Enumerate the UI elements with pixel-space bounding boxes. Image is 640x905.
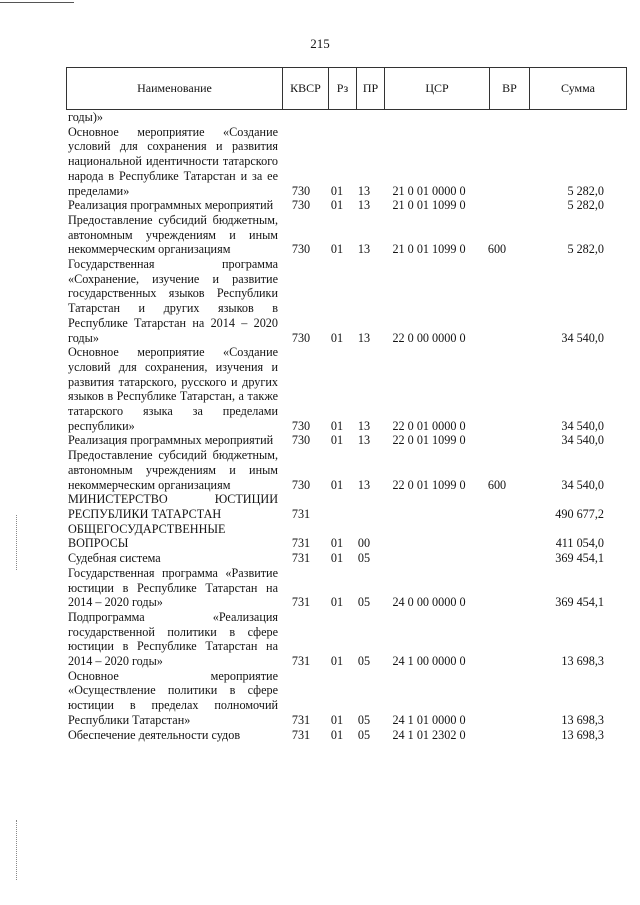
cell-kvsr: 730 [291, 433, 311, 448]
cell-name: Реализация программных мероприятий [68, 433, 274, 448]
table-row [66, 610, 627, 669]
cell-kvsr: 731 [291, 654, 311, 669]
cell-csr: 21 0 01 0000 0 [392, 183, 466, 198]
cell-rz: 01 [330, 551, 344, 566]
cell-kvsr: 730 [291, 330, 311, 345]
table-row [66, 257, 627, 345]
cell-pr: 00 [357, 536, 371, 551]
cell-kvsr: 730 [291, 198, 311, 213]
cell-pr: 13 [357, 418, 371, 433]
budget-table [66, 67, 627, 742]
cell-csr: 22 0 01 1099 0 [392, 477, 466, 492]
cell-pr: 13 [357, 477, 371, 492]
cell-sum: 369 454,1 [555, 551, 604, 566]
cell-csr: 22 0 01 0000 0 [392, 418, 466, 433]
header-csr: ЦСР [385, 68, 490, 109]
cell-name: Основное мероприятие «Создание условий для сохранения и развития национальной идентичности татарского народа в Республике Татарстан и за ее пределами» [68, 124, 278, 198]
cell-sum: 411 054,0 [555, 536, 604, 551]
cell-csr: 22 0 00 0000 0 [392, 330, 466, 345]
table-row [66, 433, 627, 448]
cell-rz: 01 [330, 536, 344, 551]
cell-kvsr: 730 [291, 183, 311, 198]
table-row [66, 551, 627, 566]
cell-rz: 01 [330, 654, 344, 669]
table-row [66, 492, 627, 521]
cell-vr: 600 [487, 477, 507, 492]
cell-name: Обеспечение деятельности судов [68, 727, 241, 742]
header-pr: ПР [357, 68, 385, 109]
cell-pr: 05 [357, 727, 371, 742]
cell-sum: 34 540,0 [561, 477, 604, 492]
cell-kvsr: 731 [291, 551, 311, 566]
cell-name: Государственная программа «Развитие юстиции в Республике Татарстан на 2014 – 2020 годы» [68, 565, 278, 610]
cell-pr: 05 [357, 551, 371, 566]
cell-csr: 24 0 00 0000 0 [392, 595, 466, 610]
cell-rz: 01 [330, 330, 344, 345]
cell-sum: 13 698,3 [561, 654, 604, 669]
table-row [66, 522, 627, 551]
table-row [66, 110, 627, 125]
page-number: 215 [310, 36, 330, 51]
table-header [66, 67, 627, 110]
cell-name: Предоставление субсидий бюджетным, автономным учреждениям и иным некоммерческим организациям [68, 448, 278, 492]
cell-kvsr: 730 [291, 418, 311, 433]
cell-name: Предоставление субсидий бюджетным, автономным учреждениям и иным некоммерческим организациям [68, 212, 278, 257]
top-rule [0, 2, 74, 3]
cell-sum: 34 540,0 [561, 418, 604, 433]
cell-pr: 13 [357, 198, 371, 213]
cell-pr: 13 [357, 433, 371, 448]
cell-rz: 01 [330, 183, 344, 198]
cell-name: Основное мероприятие «Осуществление политики в сфере юстиции в пределах полномочий Республики Татарстан» [68, 668, 278, 727]
cell-kvsr: 731 [291, 536, 311, 551]
cell-name: Реализация программных мероприятий [68, 198, 274, 213]
cell-kvsr: 731 [291, 727, 311, 742]
cell-sum: 5 282,0 [567, 198, 604, 213]
cell-csr: 24 1 01 0000 0 [392, 712, 466, 727]
cell-rz: 01 [330, 418, 344, 433]
cell-rz: 01 [330, 712, 344, 727]
cell-csr: 24 1 01 2302 0 [392, 727, 466, 742]
cell-csr: 22 0 01 1099 0 [392, 433, 466, 448]
table-row [66, 345, 627, 433]
cell-sum: 34 540,0 [561, 330, 604, 345]
cell-kvsr: 731 [291, 712, 311, 727]
cell-sum: 369 454,1 [555, 595, 604, 610]
cell-pr: 13 [357, 242, 371, 257]
table-row [66, 198, 627, 213]
cell-kvsr: 731 [291, 595, 311, 610]
cell-pr: 13 [357, 330, 371, 345]
cell-kvsr: 730 [291, 242, 311, 257]
table-row [66, 728, 627, 743]
cell-rz: 01 [330, 198, 344, 213]
cell-sum: 13 698,3 [561, 727, 604, 742]
header-vr: ВР [490, 68, 530, 109]
cell-name: годы)» [68, 110, 103, 124]
margin-dotted-line-lower [16, 820, 18, 880]
cell-sum: 5 282,0 [567, 242, 604, 257]
cell-pr: 13 [357, 183, 371, 198]
cell-csr: 21 0 01 1099 0 [392, 198, 466, 213]
table-row [66, 669, 627, 728]
cell-rz: 01 [330, 242, 344, 257]
table-row [66, 213, 627, 257]
cell-pr: 05 [357, 595, 371, 610]
cell-rz: 01 [330, 727, 344, 742]
cell-sum: 13 698,3 [561, 712, 604, 727]
cell-kvsr: 730 [291, 477, 311, 492]
cell-sum: 490 677,2 [555, 506, 604, 521]
cell-rz: 01 [330, 595, 344, 610]
cell-rz: 01 [330, 433, 344, 448]
cell-rz: 01 [330, 477, 344, 492]
cell-pr: 05 [357, 712, 371, 727]
table-body [66, 110, 627, 742]
header-sum: Сумма [561, 81, 595, 95]
cell-csr: 24 1 00 0000 0 [392, 654, 466, 669]
cell-csr: 21 0 01 1099 0 [392, 242, 466, 257]
cell-vr: 600 [487, 242, 507, 257]
cell-sum: 5 282,0 [567, 183, 604, 198]
cell-name: Подпрограмма «Реализация государственной политики в сфере юстиции в Республике Татарстан на 2014 – 2020 годы» [68, 609, 278, 669]
cell-sum: 34 540,0 [561, 433, 604, 448]
table-row [66, 448, 627, 492]
table-row [66, 566, 627, 610]
margin-dotted-line-upper [16, 515, 18, 570]
cell-name: Государственная программа «Сохранение, изучение и развитие государственных языков Республики Татарстан и других языков в Республике Татарстан на 2014 – 2020 годы» [68, 257, 278, 345]
cell-pr: 05 [357, 654, 371, 669]
cell-name: Основное мероприятие «Создание условий для сохранения, изучения и развития татарского, русского и других языков в Республике Татарстан, а также татарского языка за пределами республики» [68, 345, 278, 433]
cell-name: Судебная система [68, 551, 161, 566]
header-kvsr: КВСР [283, 68, 329, 109]
cell-name: МИНИСТЕРСТВО ЮСТИЦИИ РЕСПУБЛИКИ ТАТАРСТАН [68, 492, 278, 521]
table-row [66, 125, 627, 199]
cell-name: ОБЩЕГОСУДАРСТВЕННЫЕ ВОПРОСЫ [68, 521, 226, 551]
header-rz: Рз [329, 68, 357, 109]
cell-kvsr: 731 [291, 506, 311, 521]
header-name: Наименование [67, 68, 283, 109]
